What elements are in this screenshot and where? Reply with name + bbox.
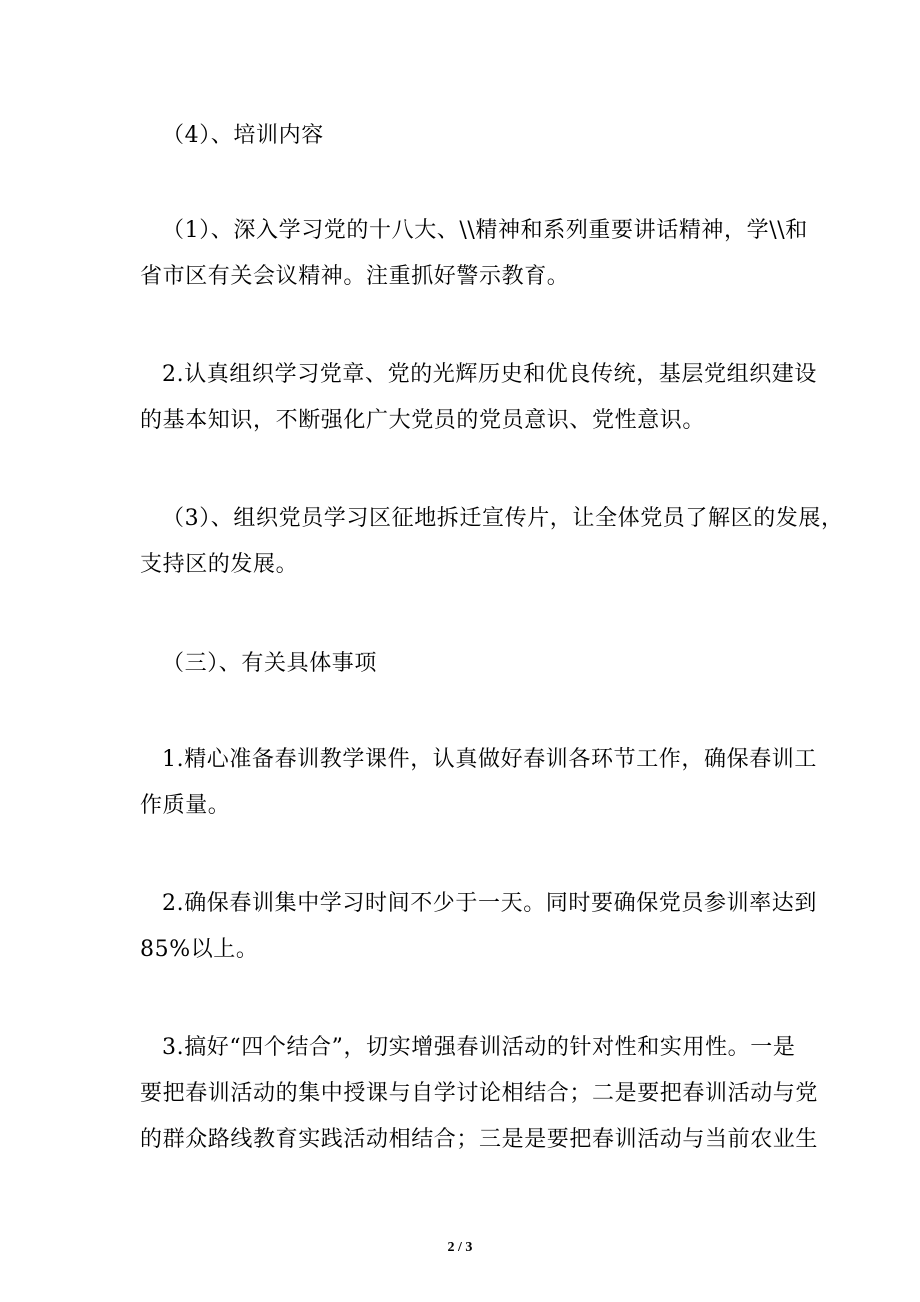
text-line: 的群众路线教育实践活动相结合；三是是要把春训活动与当前农业生 [140, 1127, 819, 1152]
paragraph-matter-3 [140, 1025, 819, 1163]
heading-specific-matters [140, 641, 800, 687]
text-line: 2.认真组织学习党章、党的光辉历史和优良传统，基层党组织建设 [162, 362, 817, 387]
text-line: （4）、培训内容 [162, 123, 324, 148]
text-line: （1）、深入学习党的十八大、\\精神和系列重要讲话精神，学\\和 [162, 218, 808, 243]
paragraph-item-3 [140, 496, 844, 588]
paragraph-matter-2 [140, 881, 817, 973]
page-number: 2 / 3 [447, 1240, 473, 1255]
text-line: 2.确保春训集中学习时间不少于一天。同时要确保党员参训率达到 [162, 891, 817, 916]
text-line: 的基本知识，不断强化广大党员的党员意识、党性意识。 [140, 408, 706, 433]
paragraph-item-1 [140, 208, 808, 300]
text-line: 支持区的发展。 [140, 552, 299, 577]
text-line: 要把春训活动的集中授课与自学讨论相结合；二是要把春训活动与党 [140, 1081, 819, 1106]
text-line: 3.搞好“四个结合”，切实增强春训活动的针对性和实用性。一是 [162, 1035, 796, 1060]
text-line: （三）、有关具体事项 [162, 651, 378, 676]
paragraph-item-2 [140, 352, 817, 444]
paragraph-matter-1 [140, 737, 817, 829]
heading-training-content [140, 113, 800, 159]
text-line: （3）、组织党员学习区征地拆迁宣传片，让全体党员了解区的发展， [162, 506, 844, 531]
text-line: 省市区有关会议精神。注重抓好警示教育。 [140, 264, 570, 289]
text-line: 作质量。 [140, 793, 231, 818]
text-line: 85%以上。 [140, 937, 259, 962]
text-line: 1.精心准备春训教学课件，认真做好春训各环节工作，确保春训工 [162, 747, 817, 772]
